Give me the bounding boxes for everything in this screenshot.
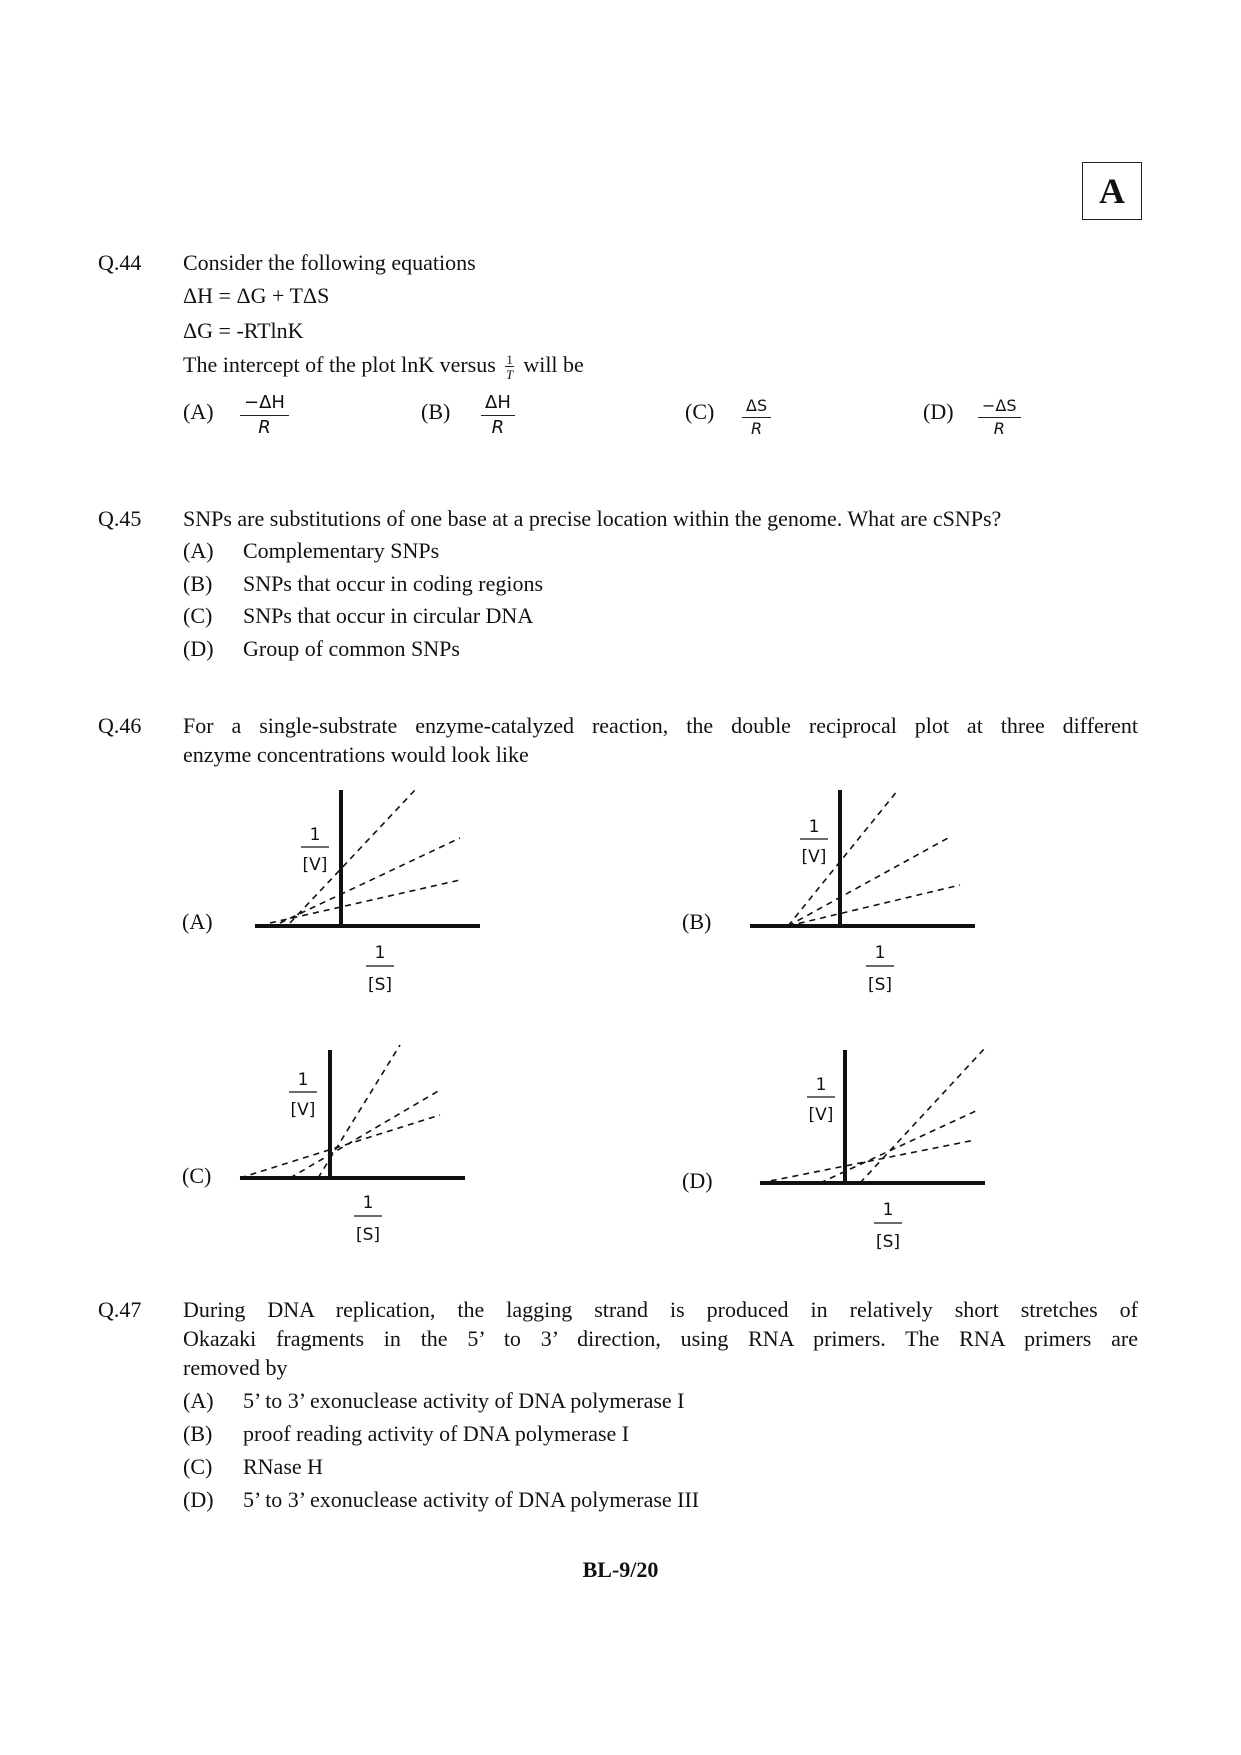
question-text: SNPs are substitutions of one base at a precise location within the genome. What are cSNPs? — [183, 506, 1002, 531]
question-text-before: The intercept of the plot lnK versus — [183, 352, 496, 377]
graph-d-label: (D) — [682, 1168, 713, 1193]
graph-a-y-den: [V] — [302, 855, 328, 875]
option-d-label: (D) — [923, 399, 954, 424]
graph-d-line-1 — [860, 1048, 985, 1183]
graph-b-x-den: [S] — [867, 975, 893, 995]
option-text: 5’ to 3’ exonuclease activity of DNA polymerase III — [243, 1487, 700, 1512]
option-c-denominator: R — [750, 418, 763, 438]
question-intro: Consider the following equations — [183, 250, 476, 275]
option-text: Group of common SNPs — [243, 636, 460, 661]
question-number: Q.47 — [98, 1297, 142, 1322]
graph-c-x-num: 1 — [362, 1193, 374, 1213]
option-label: (B) — [183, 1421, 213, 1446]
graph-d-y-den: [V] — [808, 1105, 834, 1125]
question-text-line-1: For a single-substrate enzyme-catalyzed reaction, the double reciprocal plot at three different — [183, 713, 1138, 738]
graph-d-x-num: 1 — [882, 1200, 894, 1220]
option-b-denominator: R — [491, 416, 505, 438]
graph-a-line-3 — [270, 880, 460, 923]
graph-c-label: (C) — [182, 1163, 212, 1188]
graph-a-x-num: 1 — [374, 943, 386, 963]
option-text: SNPs that occur in coding regions — [243, 571, 544, 596]
question-text-line-1: During DNA replication, the lagging strand is produced in relatively short stretches of — [183, 1297, 1138, 1322]
graph-b-y-den: [V] — [801, 847, 827, 867]
question-number: Q.45 — [98, 506, 142, 531]
paper-set-label: A — [1099, 171, 1125, 211]
option-label: (A) — [183, 538, 214, 563]
option-text: RNase H — [243, 1454, 324, 1479]
option-text: proof reading activity of DNA polymerase I — [243, 1421, 630, 1446]
option-text: Complementary SNPs — [243, 538, 440, 563]
graph-c-line-3 — [240, 1115, 440, 1178]
page-footer: BL-9/20 — [582, 1557, 659, 1582]
graph-a-x-den: [S] — [367, 975, 393, 995]
equation-1: ΔH = ΔG + TΔS — [183, 283, 330, 308]
graph-d-y-num: 1 — [815, 1075, 827, 1095]
question-number: Q.44 — [98, 250, 142, 275]
option-d-numerator: −ΔS — [978, 398, 1021, 418]
graph-c-y-den: [V] — [290, 1100, 316, 1120]
option-label: (B) — [183, 571, 213, 596]
question-number: Q.46 — [98, 713, 142, 738]
option-text: 5’ to 3’ exonuclease activity of DNA polymerase I — [243, 1388, 685, 1413]
equation-2: ΔG = -RTlnK — [183, 318, 304, 343]
fraction-denominator: T — [505, 366, 514, 382]
question-text-after: will be — [523, 352, 584, 377]
graph-b-line-3 — [788, 885, 960, 926]
graph-b-y-num: 1 — [808, 817, 820, 837]
option-text: SNPs that occur in circular DNA — [243, 603, 534, 628]
graph-d-line-3 — [760, 1140, 975, 1183]
question-text-line-2: Okazaki fragments in the 5’ to 3’ direction, using RNA primers. The RNA primers are — [183, 1326, 1138, 1351]
graph-a-y-num: 1 — [309, 825, 321, 845]
option-b-label: (B) — [421, 399, 451, 424]
option-a-denominator: R — [258, 416, 271, 438]
option-c-label: (C) — [685, 399, 715, 424]
option-label: (D) — [183, 1487, 214, 1512]
option-d-denominator: R — [993, 418, 1005, 438]
option-label: (C) — [183, 603, 213, 628]
option-label: (A) — [183, 1388, 214, 1413]
graph-a-line-2 — [280, 838, 460, 923]
option-a-label: (A) — [183, 399, 214, 424]
option-b-numerator: ΔH — [481, 394, 515, 416]
graph-b-x-num: 1 — [874, 943, 886, 963]
graph-c-x-den: [S] — [355, 1225, 381, 1245]
graph-c-y-num: 1 — [297, 1070, 309, 1090]
option-a-numerator: −ΔH — [240, 394, 289, 416]
option-label: (C) — [183, 1454, 213, 1479]
graph-b-label: (B) — [682, 909, 712, 934]
graph-a-label: (A) — [182, 909, 213, 934]
option-label: (D) — [183, 636, 214, 661]
option-c-numerator: ΔS — [742, 398, 771, 418]
graph-d-x-den: [S] — [875, 1232, 901, 1252]
question-text-line-2: enzyme concentrations would look like — [183, 742, 529, 767]
fraction-numerator: 1 — [506, 351, 513, 367]
question-text-line-3: removed by — [183, 1355, 288, 1380]
